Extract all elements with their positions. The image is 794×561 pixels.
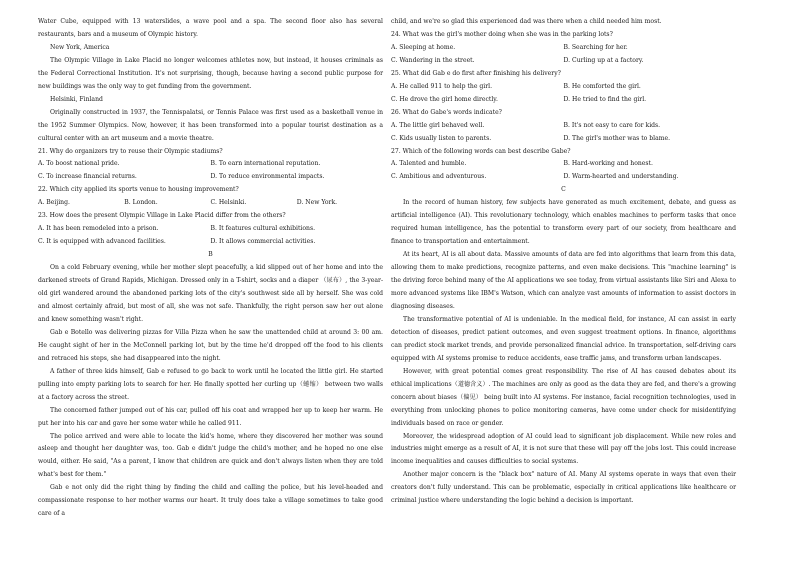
question-26: 26. What do Gabe's words indicate? — [391, 108, 502, 116]
q21-option-c: C. To increase financial returns. — [38, 173, 137, 181]
question-21: 21. Why do organizers try to reuse their Olympic stadiums? — [38, 147, 223, 155]
q26-option-a: A. The little girl behaved well. — [391, 121, 485, 129]
q26-option-b: B. It's not easy to care for kids. — [563, 121, 661, 129]
q21-option-d: D. To reduce environmental impacts. — [210, 173, 325, 181]
passage-c-paragraph-1: In the record of human history, few subjects have generated as much excitement, debate, and guess as artificial intelligence (AI). This revolutionary technology, which enables machines to perform tasks that once required human intelligence, has the potential to transform every part of our society, from healthcare and finance to transportation and entertainment. — [391, 199, 736, 246]
passage-c-paragraph-3: The transformative potential of AI is undeniable. In the medical field, for instance, AI can assist in early detection of diseases, predict patient outcomes, and even suggest treatment options. In finance, algorithms can predict stock market trends, and provide personalized financial advice. In transportation, self-driving cars equipped with AI systems promise to reduce accidents, ease traffic jams, and transform urban landscapes. — [391, 315, 736, 362]
helsinki-paragraph: Originally constructed in 1937, the Tennispalatsi, or Tennis Palace was first used as a basketball venue in the 1952 Summer Olympics. Now, however, it has been transformed into a popular tourist destination as a cultural center with an art museum and a movie theatre. — [38, 108, 383, 142]
question-22: 22. Which city applied its sports venue to housing improvement? — [38, 186, 239, 194]
q27-option-c: C. Ambitious and adventurous. — [391, 173, 487, 181]
passage-c-paragraph-4: However, with great potential comes great responsibility. The rise of AI has caused debates about its ethical implications（道德含义）. The machines are only as good as the data they are fed, and there's a growing concern about biases（偏见） being built into AI systems. For instance, facial recognition technologies, used in everything from unlocking phones to police monitoring cameras, have come under check for misidentifying individuals based on race or gender. — [391, 367, 736, 427]
q26-options-row1 — [391, 120, 736, 133]
q21-option-a: A. To boost national pride. — [38, 160, 120, 168]
question-24: 24. What was the girl's mother doing when she was in the parking lots? — [391, 30, 613, 38]
q24-options-row1 — [391, 42, 736, 55]
q21-options-row1 — [38, 158, 383, 171]
passage-c-paragraph-2: At its heart, AI is all about data. Massive amounts of data are fed into algorithms that learn from this data, allowing them to make predictions, recognize patterns, and even make decisions. This "machine learning" is the driving force behind many of the AI applications we see today, from virtual assistants like Siri and Alexa to more advanced systems like IBM's Watson, which can analyze vast amounts of information to assist doctors in diagnosing diseases. — [391, 251, 736, 310]
intro-tail-paragraph: Water Cube, equipped with 13 waterslides, a wave pool and a spa. The second floor also has several restaurants, bars and a museum of Olympic history. — [38, 18, 383, 38]
q23-options-row2 — [38, 236, 383, 249]
q23-option-d: D. It allows commercial activities. — [210, 238, 316, 246]
right-column — [391, 16, 736, 508]
q23-option-a: A. It has been remodeled into a prison. — [38, 225, 159, 233]
passage-c-paragraph-6: Another major concern is the "black box" nature of AI. Many AI systems operate in ways that even their creators don't fully understand. This can be problematic, especially in critical applications like healthcare or criminal justice where understanding the logic behind a decision is important. — [391, 471, 736, 505]
section-b-heading: B — [208, 251, 213, 259]
q26-option-d: D. The girl's mother was to blame. — [563, 134, 671, 142]
q27-option-a: A. Talented and humble. — [391, 160, 467, 168]
passage-b-paragraph-3: A father of three kids himself, Gab e refused to go back to work until he located the little girl. He started pulling into empty parking lots to search for her. He finally spotted her curling up（蜷缩） between two walls at a factory across the street. — [38, 367, 383, 401]
q24-option-a: A. Sleeping at home. — [391, 43, 456, 51]
q24-options-row2 — [391, 55, 736, 68]
q25-option-c: C. He drove the girl home directly. — [391, 95, 498, 103]
q22-option-a: A. Beijing. — [38, 199, 70, 207]
q23-option-b: B. It features cultural exhibitions. — [210, 225, 316, 233]
q22-option-b: B. London. — [124, 199, 158, 207]
passage-b-tail: child, and we're so glad this experienced dad was there when a child needed him most. — [391, 18, 662, 25]
q22-options — [38, 197, 383, 210]
q21-options-row2 — [38, 171, 383, 184]
passage-b-paragraph-5: The police arrived and were able to locate the kid's home, where they discovered her mother was sound asleep and thought her daughter was, too. Gab e didn't judge the child's mother, and he hoped no one else would, either. He said, "As a parent, I know that children are quick and don't always listen when they are told what's best for them." — [38, 432, 383, 479]
ny-paragraph: The Olympic Village in Lake Placid no longer welcomes athletes now, but instead, it houses criminals as the Federal Correctional Institution. It's not surprising, though, because having a second public purpose for new buildings was the only way to get funding from the government. — [38, 56, 383, 90]
q23-option-c: C. It is equipped with advanced facilities. — [38, 238, 166, 246]
q23-options-row1 — [38, 223, 383, 236]
q27-options-row1 — [391, 158, 736, 171]
passage-c-paragraph-5: Moreover, the widespread adoption of AI could lead to significant job displacement. While new roles and industries might emerge as a result of AI, it is not sure that these will pay off the jobs lost. This could increase income inequalities and causes difficulties to social systems. — [391, 432, 736, 466]
passage-b-paragraph-1: On a cold February evening, while her mother slept peacefully, a kid slipped out of her home and into the darkened streets of Grand Rapids, Michigan. Dressed only in a T-shirt, socks and a diaper （尿布）, the 3-year-old girl wandered around the abandoned parking lots of the city's southwest side all by herself. She was cold and almost certainly afraid, but most of all, she was not safe. Thankfully, the right person saw her out alone and knew something wasn't right. — [38, 264, 383, 323]
passage-b-paragraph-4: The concerned father jumped out of his car, pulled off his coat and wrapped her up to keep her warm. He put her into his car and gave her some water while he called 911. — [38, 406, 383, 427]
q25-options-row2 — [391, 94, 736, 107]
q27-options-row2 — [391, 171, 736, 184]
q25-option-a: A. He called 911 to help the girl. — [391, 82, 493, 90]
q21-option-b: B. To earn international reputation. — [210, 160, 321, 168]
q26-options-row2 — [391, 133, 736, 146]
q24-option-d: D. Curling up at a factory. — [563, 56, 644, 64]
q24-option-c: C. Wandering in the street. — [391, 56, 475, 64]
q25-option-d: D. He tried to find the girl. — [563, 95, 647, 103]
q25-option-b: B. He comforted the girl. — [563, 82, 641, 90]
q22-option-d: D. New York. — [296, 199, 338, 207]
question-25: 25. What did Gab e do first after finishing his delivery? — [391, 69, 561, 77]
q22-option-c: C. Helsinki. — [210, 199, 247, 207]
helsinki-heading: Helsinki, Finland — [50, 95, 103, 103]
q24-option-b: B. Searching for her. — [563, 43, 628, 51]
question-23: 23. How does the present Olympic Village in Lake Placid differ from the others? — [38, 212, 286, 220]
passage-b-paragraph-2: Gab e Botello was delivering pizzas for Villa Pizza when he saw the unattended child at around 3: 00 am. He caught sight of her in the McConnell parking lot, but by the time he'd dropped off the food to his clients and retraced his steps, she had disappeared into the night. — [38, 328, 383, 362]
q27-option-b: B. Hard-working and honest. — [563, 160, 653, 168]
section-c-heading: C — [561, 186, 566, 194]
question-27: 27. Which of the following words can best describe Gabe? — [391, 147, 571, 155]
left-column — [38, 16, 383, 521]
passage-b-paragraph-6: Gab e not only did the right thing by finding the child and calling the police, but his level-headed and compassionate response to her mother warms our heart. It truly does take a village sometimes to take good care of a — [38, 484, 383, 518]
ny-heading: New York, America — [50, 43, 110, 51]
q26-option-c: C. Kids usually listen to parents. — [391, 134, 492, 142]
q27-option-d: D. Warm-hearted and understanding. — [563, 173, 679, 181]
q25-options-row1 — [391, 81, 736, 94]
